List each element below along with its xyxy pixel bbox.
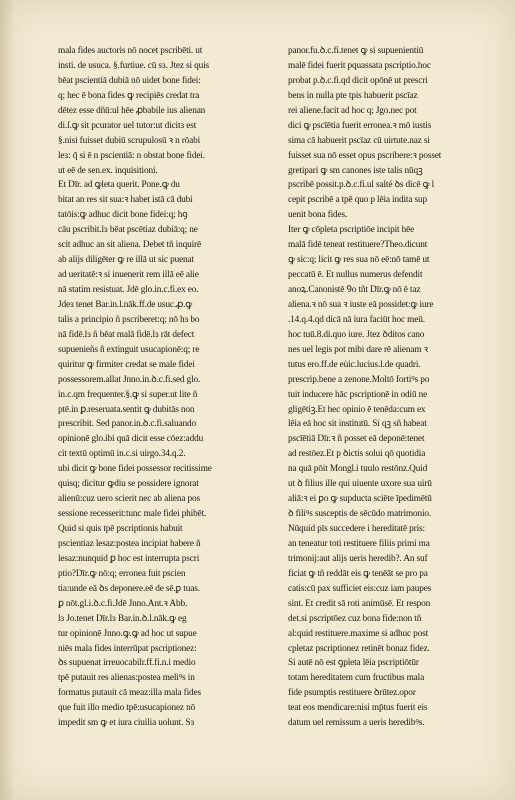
right-column-text-line: sima cā habuerit pscīaz cū uirtute.naz si [288, 135, 430, 146]
left-column-text-line: Et Dīr. ad ꝙleta querit. Pone.ꝙ du [58, 180, 180, 191]
right-column-text-line: rei aliene.facit ad hoc q; Jgo.nec pot [288, 105, 417, 116]
left-column-text-line: ut eē de sen.ex. inquisitioni. [58, 165, 158, 176]
right-column-text-line: ꝙ sic:q; licit ꝙ res sua nō eē:nō tamē ut [288, 255, 430, 266]
left-column-text-line: niēs mala fides interrūpat pscriptionez: [58, 643, 197, 654]
left-column-text-line: §.nisi fuisset dubiū scrupulosū ꝛ n rōabi [58, 135, 201, 146]
left-column-text-line: quiritur ꝙ firmiter credat se male fidei [58, 359, 195, 370]
right-column-text-line: aliā:ꝛ ei ꝑo ꝙ supducta sciēte īpedimētū [288, 494, 432, 505]
right-column-text-line: sint. Et credit sā roti animūsē. Et respon [288, 598, 431, 609]
left-column-text-line: impedit sm ꝙ et iura ciuilia uolunt. Sɜ [58, 718, 195, 729]
right-column-text-line: panor.fu.ꝺ.c.fi.tenet ꝙ si supuenientiū [288, 46, 424, 56]
left-column-text-line: leɜ: q̄ si ē n pscientiā: n obstat bone fidei. [58, 150, 205, 161]
left-column-text-line: formatus putauit cā meaz:illa mala fides [58, 688, 201, 699]
right-column-text-line: gretipari ꝙ sm canones iste talis nūqꝫ [288, 165, 423, 176]
right-column-text-line: ficiat ꝙ tñ reddāt eis ꝙ tenēāt se pro pa [288, 568, 428, 579]
left-column-text-line: insti. de usuca. §.furtiue. cū sɜ. Jtez si quis [58, 60, 210, 71]
left-column-text-line: dētez esse dñū:ul hēe ꝓbabile ius alienan [58, 105, 206, 116]
right-column-text-line: Iter ꝙ cōpleta pscriptiōe incipit hēe [288, 225, 415, 236]
right-column-text-line: datum uel remissum a ueris heredibꝰs. [288, 718, 425, 729]
right-column-text-line: uenit bona fides. [288, 210, 348, 221]
left-column-text-line: tia:unde eā ꝺs deponere.eē de sē.ꝑ tuas. [58, 583, 200, 594]
left-column-text-line: ab alijs diligēter ꝙ re illā ut sic puenat [58, 255, 194, 266]
right-column-text-line: peccatū ē. Et nullus numerus defendit [288, 270, 423, 281]
right-column-text-line: malē fidei fuerit pquassata pscriptio.hoc [288, 60, 431, 71]
page-gutter-shadow [0, 0, 14, 800]
left-column-text-line: que fuit illo medio tpē:usucapionez nō [58, 703, 196, 714]
right-column-text-line: anoꝝ.Canonistē Ꝯo tñt Dīr.ꝙ nō ē taz [288, 285, 421, 295]
left-column-text-line: di.ſ.ꝙ sit pcurator uel tutor:ut dicitɜ est [58, 120, 197, 131]
left-column-text-line: lɜ Jo.tenet Dīr.lɜ Bar.in.ꝺ.l.nāk.ꝙ eg [58, 613, 187, 624]
right-column-text-line: al:quid restituere.maxime si adhuc post [288, 628, 429, 639]
right-column-text-line: Nūquid pīs succedere i hereditatē pris: [288, 524, 425, 534]
left-column-text-line: possessorem.allat Jnno.in.ꝺ.c.fi.sed glo. [58, 374, 201, 385]
right-column-text-line: cepit pscribē a tpē quo p lēia indita sup [288, 195, 427, 206]
right-column-text-line: probat p.ꝺ.c.fi.qd dicit opōnē ut prescri [288, 75, 428, 86]
left-column-text-line: bēat pscientiā dubiā nō uidet bone fidei: [58, 75, 201, 86]
left-column-text-line: nā fidē.lɜ ñ bēat malā fidē.lɜ rāt defect [58, 329, 195, 340]
right-column-text-line: ad restōez.Et p ꝺictis solui qō quotidia [288, 449, 426, 460]
left-column-text-line: scit adhuc an sit aliena. Debet tñ inquirē [58, 240, 201, 251]
left-column-text-line: nā statim resistuat. Jdē glo.in.c.fi.ex eo. [58, 285, 199, 295]
left-column-text-line: tpē putauit res alienas:postea meliꝰs in [58, 673, 195, 684]
left-column-text-line: Quid si quis tpē pscriptionis habuit [58, 524, 183, 534]
left-column-text-line: opinionē glo.ibi quā dicit esse cōez:addu [58, 434, 204, 445]
left-column-text-line: q; hec ē bona fides ꝙ recipiēs credat tra [58, 90, 200, 101]
right-column-text-line: tutus ero.ff.de eu̇ic.lucius.l.de quadri. [288, 359, 421, 370]
right-column-text-line: lēia eā hoc sit institutū. Si qꝫ sñ habeat [288, 419, 427, 430]
left-column-text-line: tatōis:ꝙ adhuc dicit bone fidei:q; hꝯ [58, 210, 188, 221]
right-column-text-line: hoc tuū.8.di.quo iure. Jtez ꝺditos cano [288, 329, 425, 340]
right-column-text-line: aliena.ꝛ nō sua ꝛ iuste eā possidet:ꝙ iure [288, 299, 434, 310]
left-column-text-line: supuenieñs ñ extinguit usucapionē:q; re [58, 344, 200, 355]
left-column-text-line: alienū:cuz uero scierit nec ab aliena pos [58, 494, 201, 505]
right-column-text-line: .14.q.4.qd dicā nā iura faciūt hoc meū. [288, 314, 425, 325]
right-column-text-line: bens in nulla pte tpis habuerit pscīaz [288, 90, 418, 101]
left-column-text-line: prescribit. Sed panor.in.ꝺ.c.fi.saluando [58, 419, 196, 430]
right-text-column [288, 44, 496, 731]
right-column-text-line: cpletaz pscriptionez retinēt bonaz fidez. [288, 643, 430, 654]
right-column-text-line: gligētiꝫ.Et hec opinio ē tenēda:cum ex [288, 404, 426, 415]
left-column-text-line: Jdeɜ tenet Bar.in.l.nāk.ff.de usuc.ꝓ.ꝙ [58, 299, 193, 310]
right-column-text-line: an teneatur toti restituere filiis primi ma [288, 538, 430, 549]
left-column-text-line: sessione recesserit:tunc male fidei phibēt. [58, 509, 207, 520]
right-column-text-line: malā fidē teneat restituere?Theo.dicunt [288, 240, 428, 251]
left-column-text-line: ptio?Dīr.ꝙ nō:q; erronea fuit pscien [58, 568, 186, 579]
right-column-text-line: teat eos mendicare:nisi mp̄tus fuerit eis [288, 703, 428, 714]
left-column-text-line: ad ueritatē:ꝛ si inuenerit rem illā eē alie [58, 270, 199, 281]
left-column-text-line: tur opinionē Jnno.ꝙ.ꝙ ad hoc ut supue [58, 628, 197, 639]
right-column-text-line: Si autē nō est ꝯpleta lēia pscriptiōtūr [288, 658, 419, 669]
left-column-text-line: cāu pscribit.lɜ bēat pscētiaz dubiā:q; ne [58, 225, 198, 236]
left-column-text-line: ꝑ nōt.gl.i.ꝺ.c.fi.Jdē Jnno.Ant.ꝛ Abb. [58, 598, 188, 609]
right-column-text-line: ut ꝺ filius ille qui uiuente uxore sua uirū [288, 479, 432, 490]
right-column-text-line: det.si pscriptōez cuz bona fide:non tñ [288, 613, 422, 624]
right-column-text-line: dici ꝙ pscīētia fuerit erronea.ꝛ mō iustis [288, 120, 432, 131]
left-column-text-line: cit textū optimū in.c.si uirgo.34.q.2. [58, 449, 186, 460]
left-column-text-line: ptē.in ꝑ.reseruata.sentit ꝙ dubitās non [58, 404, 195, 415]
right-column-text-line: totam hereditatem cum fructibus mala [288, 673, 425, 684]
right-column-text-line: na quā pōit Mongl.i tuulo restōnz.Quid [288, 464, 428, 475]
right-column-text-line: ꝺ filiꝰs susceptis de sēcūdo matrimonio. [288, 509, 432, 520]
right-column-text-line: pscribē possit.p.ꝺ.c.fi.ul salté ꝺs dicē ꝙ l [288, 180, 435, 191]
left-column-text-line: bitat an res sit sua:ꝛ habet istā cā dubi [58, 195, 193, 206]
right-column-text-line: fide psumptis restituere ꝺrūtez.opor [288, 688, 416, 699]
right-column-text-line: fuisset sua nō esset opus pscribere:ꝛ posset [288, 150, 442, 161]
left-column-text-line: mala fides auctoris nō nocet pscribēti. ut [58, 46, 203, 56]
right-column-text-line: nes uel legis pot mibi dare rē alienam ꝛ [288, 344, 428, 355]
left-column-text-line: in.c.qm frequenter.§.ꝙ si super.ut lite ñ [58, 389, 198, 400]
left-column-text-line: ubi dicit ꝙ bone fidei possessor recitissime [58, 464, 212, 475]
right-column-text-line: catis:cū pax sufficiet eis:cuz iam paupes [288, 583, 432, 594]
right-column-text-line: tuit inducere hāc pscriptionē in odiū ne [288, 389, 428, 400]
left-text-column [58, 44, 270, 731]
right-column-text-line: pscīētiā Dīr.ꝛ ñ posset eā deponē:tenet [288, 434, 425, 445]
left-column-text-line: lesaz:nunquid ꝑ hoc est interrupta pscri [58, 553, 200, 564]
left-column-text-line: talis a principio ñ pscriberet:q; nō hɜ bo [58, 314, 200, 325]
left-column-text-line: pscientiaz lesaz:postea incipiat habere ñ [58, 538, 201, 549]
right-column-text-line: trimonij:aut alijs ueris heredib?. An suf [288, 553, 428, 564]
left-column-text-line: ꝺs supuenat irreuocabilr.ff.fi.n.i medio [58, 658, 196, 669]
left-column-text-line: quisq; dicitur ꝙdiu se possidere ignorat [58, 479, 199, 490]
right-column-text-line: prescrip.bene a zenone.Moltō fortiꝰs po [288, 374, 430, 385]
